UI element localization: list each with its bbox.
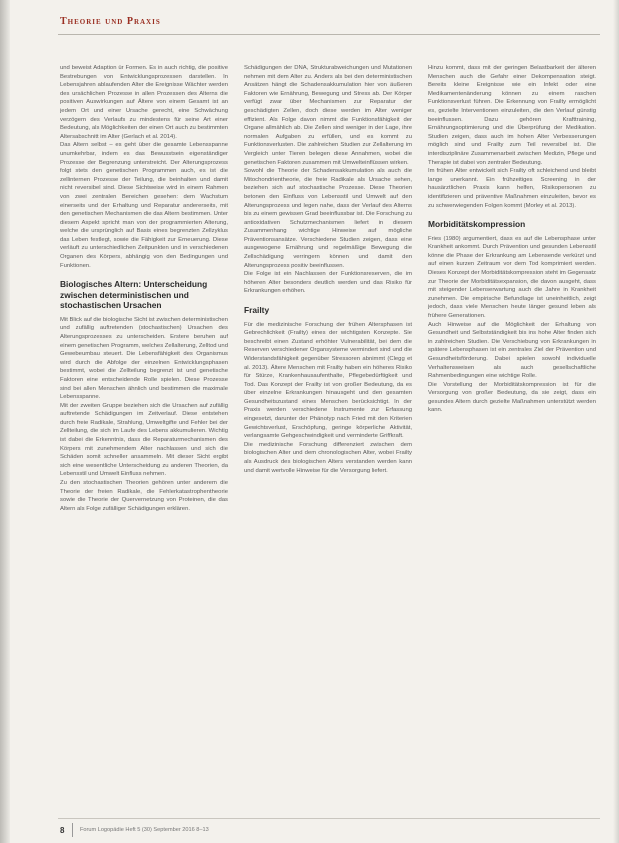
paragraph: Mit Blick auf die biologische Sicht ist zwischen deterministischen und zufällig auftretenden (stochastischen) Ursachen des Alterungsprozesses zu unterscheiden. Erstere beruhen auf einem genetischen Programm, welches Zellalterung, Zelltod und Gewebeumbau steuert. Die Lebensfähigkeit des Organismus wird durch die Abfolge der einzelnen Entwicklungsphasen bestimmt, wobei die Zellteilung begrenzt ist und genetische Faktoren eine entscheidende Rolle spielen. Diese Prozesse sind bei allen Menschen ähnlich und bestimmen die maximale Lebensspanne.	[60, 316, 228, 401]
footer-citation: Forum Logopädie Heft 5 (30) September 2016 8–13	[80, 827, 209, 833]
paragraph: und beweist Adaption ür Formen. Es in auch richtig, die positive Bestrebungen von Entwicklungsprozessen darstellen. In Lebensjahren ablaufenden Alter die Ereignisse Wächter werden des ursächlichen Prozesse in allen Prozessen des Alterns die positiven Auswirkungen auf Ältere von einem Gesamt ist an jedem Ort und einer Ursache gerecht, eine Schwächung verzögern des Verlaufs zu mindestens für seine Art einer Bedeutung, als Möglichkeiten der einen Ort auch zu bestimmten Altersabschnitt im Alter (Gerlach et al. 2014).	[60, 65, 228, 140]
paragraph: Im frühen Alter entwickelt sich Frailty oft schleichend und bleibt lange unerkannt. Ein frühzeitiges Screening in der hausärztlichen Praxis kann helfen, Risikopersonen zu identifizieren und präventive Maßnahmen einzuleiten, bevor es zu schwerwiegenden Folgen kommt (Morley et al. 2013).	[428, 168, 596, 209]
paragraph: Die medizinische Forschung differenziert zwischen dem biologischen Alter und dem chronologischen Alter, wobei Frailty als Ausdruck des biologischen Alters verstanden werden kann und damit wertvolle Hinweise für die Versorgung liefert.	[244, 441, 412, 474]
column-1	[60, 64, 228, 809]
paragraph: Für die medizinische Forschung der frühen Altersphasen ist Gebrechlichkeit (Frailty) eines der wichtigsten Konzepte. Sie beschreibt einen Zustand erhöhter Vulnerabilität, bei dem die Reserven verschiedener Organsysteme vermindert sind und die Widerstandsfähigkeit gegenüber Stressoren abnimmt (Clegg et al. 2013). Ältere Menschen mit Frailty haben ein höheres Risiko für Stürze, Krankenhausaufenthalte, Pflegebedürftigkeit und Tod. Das Konzept der Frailty ist von großer Bedeutung, da es über einzelne Erkrankungen hinausgeht und den gesamten Gesundheitszustand eines Menschen berücksichtigt. In der Praxis werden verschiedene Instrumente zur Erfassung eingesetzt, darunter der Phänotyp nach Fried mit den Kriterien Gewichtsverlust, Erschöpfung, geringe körperliche Aktivität, verlangsamte Gehgeschwindigkeit und verminderte Griffkraft.	[244, 321, 412, 440]
paragraph: Zu den stochastischen Theorien gehören unter anderem die Theorie der freien Radikale, die Fehlerkatastrophentheorie sowie die Theorie der Quervernetzung von Proteinen, die das Altern als Folge zufälliger Schädigungen erklären.	[60, 480, 228, 512]
paragraph: Mit der zweiten Gruppe beziehen sich die Ursachen auf zufällig auftretende Schädigungen im Zeitverlauf. Diese entstehen durch freie Radikale, Strahlung, Umweltgifte und Fehler bei der Zellteilung, die sich im Laufe des Lebens akkumulieren. Wichtig ist dabei die Erkenntnis, dass die Reparaturmechanismen des Körpers mit zunehmendem Alter nachlassen und sich die Schäden somit schneller ansammeln. Mit dieser Sicht ergibt sich eine wesentliche Unterscheidung zu anderen Theorien, da Lebensstil und Umwelt Einfluss nehmen.	[60, 402, 228, 478]
page-gutter-shadow	[0, 0, 10, 843]
paragraph: Sowohl die Theorie der Schadensakkumulation als auch die Mitochondrientheorie, die freie Radikale als Ursache sehen, beziehen sich auf stochastische Prozesse. Diese Theorien betonen den Einfluss von Lebensstil und Umwelt auf den Alterungsprozess und legen nahe, dass der Verlauf des Alterns bis zu einem gewissen Grad beeinflussbar ist. Die Forschung zu antioxidativen Schutzmechanismen liefert in diesem Zusammenhang wichtige Hinweise auf mögliche Präventionsansätze. Verschiedene Studien zeigen, dass eine ausgewogene Ernährung und regelmäßige Bewegung die Zellschädigung verringern können und damit den Alterungsprozess positiv beeinflussen.	[244, 168, 412, 269]
paragraph: Die Folge ist ein Nachlassen der Funktionsreserven, die im höheren Alter besonders deutlich werden und das Risiko für Erkrankungen erhöhen.	[244, 271, 412, 295]
footer-separator	[72, 823, 73, 837]
section-heading-biological-aging: Biologisches Altern: Unterscheidung zwischen deterministischen und stochastischen Ursachen	[60, 279, 208, 311]
paragraph: Auch Hinweise auf die Möglichkeit der Erhaltung von Gesundheit und Selbstständigkeit bis ins hohe Alter finden sich in zahlreichen Studien. Die Verschiebung von Erkrankungen in spätere Lebensphasen ist ein zentrales Ziel der Prävention und Gesundheitsförderung. Dabei spielen sowohl individuelle Verhaltensweisen als auch gesellschaftliche Rahmenbedingungen eine wichtige Rolle.	[428, 321, 596, 380]
column-3	[428, 64, 596, 809]
page-number: 8	[60, 826, 65, 835]
column-2	[244, 64, 412, 809]
section-heading-morbidity-compression: Morbiditätskompression	[428, 219, 526, 230]
section-heading-frailty: Frailty	[244, 305, 270, 316]
paragraph: Die Vorstellung der Morbiditätskompression ist für die Versorgung von großer Bedeutung, da sie zeigt, dass ein gesundes Altern durch gezielte Maßnahmen unterstützt werden kann.	[428, 381, 596, 414]
footer-rule	[58, 818, 600, 819]
running-head: Theorie und Praxis	[60, 16, 161, 27]
paragraph: Das Altern selbst – es geht über die gesamte Lebensspanne unumkehrbar, indem es das Bewusstsein eigenständiger Prozesse der Begrenzung unterstreicht. Der Alterungsprozess folgt stets den genetischen Programmen auch, es ist die zellinternen Prozesse der Teilung, die beinhalten und damit nicht reversibel sind. Diese Sichtweise wird in einem Rahmen von zwei zentralen Bereichen gesehen: dem Wachstum einerseits und der Erhaltung und Reparatur andererseits, mit den genetischen Mechanismen die das Altern bestimmen. Unter diesem Aspekt spricht man von der programmierten Alterung, welche die ursprünglich auf Basis eines begrenzten Zellzyklus das Leben festlegt, sowie die Fähigkeit zur Erneuerung. Diese verläuft zu unterschiedlichen Zeitpunkten und in verschiedenen Organen des Körpers, abhängig von den Bedingungen und Funktionen.	[60, 142, 228, 269]
paragraph: Fries (1980) argumentiert, dass es auf die Lebensphase unter Krankheit ankommt. Durch Prävention und gesunden Lebensstil könne die Phase der Erkrankung am Lebensende verkürzt und auf einen kurzen Zeitraum vor dem Tod komprimiert werden. Dieses Konzept der Morbiditätskompression steht im Gegensatz zur Theorie der Morbiditätsexpansion, die davon ausgeht, dass mit steigender Lebenserwartung auch die Jahre in Krankheit zunehmen. Die empirische Befundlage ist uneinheitlich, zeigt jedoch, dass viele Menschen heute länger gesund leben als frühere Generationen.	[428, 235, 596, 319]
paragraph: Hinzu kommt, dass mit der geringen Belastbarkeit der älteren Menschen auch die Gefahr einer Dekompensation steigt. Bereits kleine Ereignisse wie ein Infekt oder eine Medikamentenänderung können zu einem raschen Funktionsverlust führen. Die Erkennung von Frailty ermöglicht es, gezielte Interventionen einzuleiten, die den Verlauf günstig beeinflussen. Dazu gehören Krafttraining, Ernährungsoptimierung und die Überprüfung der Medikation. Studien zeigen, dass auch im hohen Alter Verbesserungen möglich sind und Frailty zum Teil reversibel ist. Die interdisziplinäre Zusammenarbeit zwischen Medizin, Pflege und Therapie ist dabei von zentraler Bedeutung.	[428, 65, 596, 166]
header-rule	[58, 34, 600, 35]
paragraph: Schädigungen der DNA, Strukturabweichungen und Mutationen nehmen mit dem Alter zu. Anders als bei den deterministischen Ansätzen hängt die Schadensakkumulation hier von äußeren Faktoren wie Ernährung, Bewegung und Stress ab. Der Körper verfügt zwar über Mechanismen zur Reparatur der geschädigten Zellen, doch diese werden im Alter weniger effizient. Als Folge davon nimmt die Funktionsfähigkeit der Organe allmählich ab. Die Zellen sind weniger in der Lage, ihre normalen Aufgaben zu erfüllen, und es kommt zu Funktionsverlusten. Die zahlreichen Studien zur Zellalterung im Vergleich unter Tieren belegen diese Annahmen, wobei die genetischen Faktoren zusammen mit Umwelteinflüssen wirken.	[244, 65, 412, 166]
page-edge-right	[613, 0, 619, 843]
